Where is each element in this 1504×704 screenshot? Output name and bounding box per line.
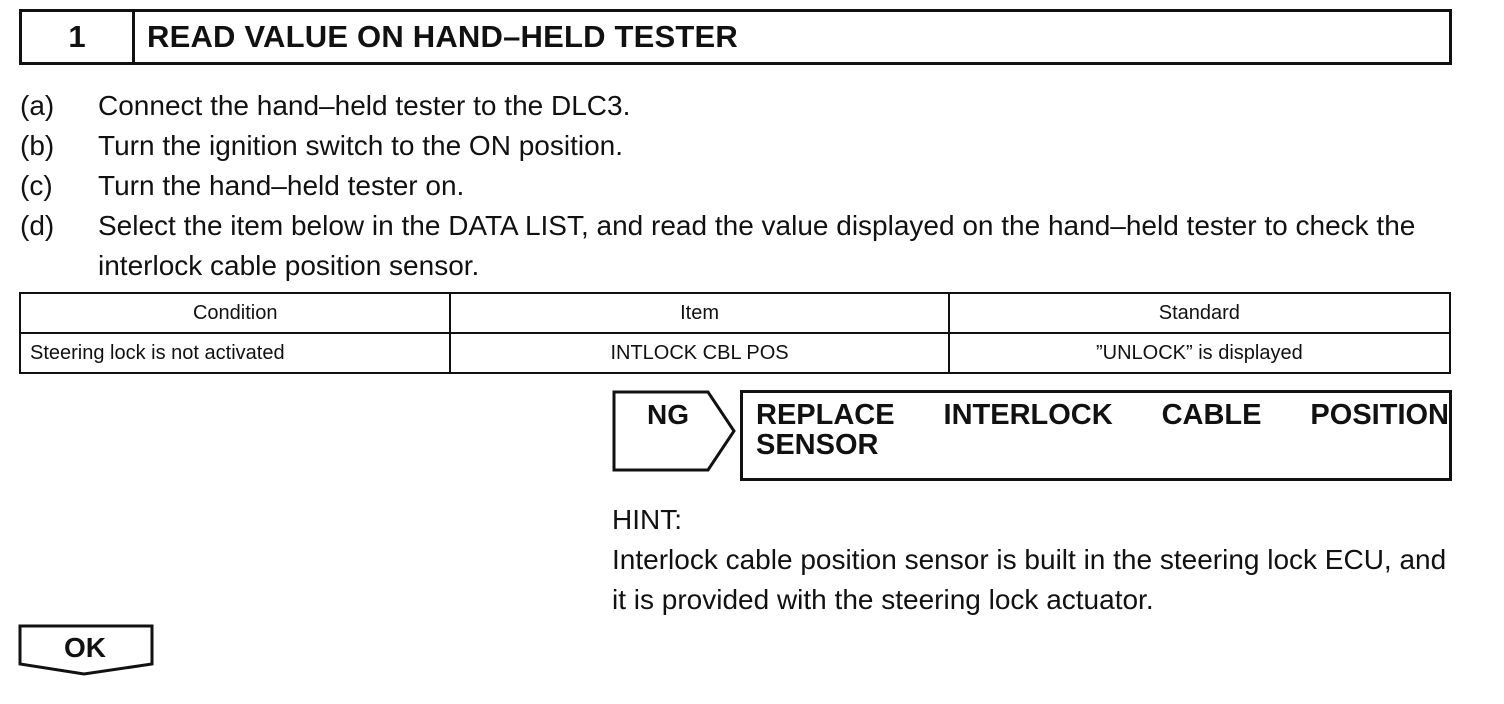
ok-arrow-box — [18, 624, 158, 678]
instruction-list — [20, 86, 1460, 286]
table-row — [20, 333, 1450, 373]
table-header-row — [20, 293, 1450, 333]
ng-action-line2: SENSOR — [756, 429, 879, 461]
step-number: 1 — [22, 12, 135, 62]
instruction-text: Connect the hand–held tester to the DLC3. — [98, 90, 631, 121]
instruction-item — [20, 86, 1460, 126]
cell-condition: Steering lock is not activated — [20, 333, 450, 373]
data-list-table — [19, 292, 1451, 374]
ng-action-box — [740, 390, 1452, 481]
column-header-item: Item — [450, 293, 948, 333]
step-header — [19, 9, 1452, 65]
instruction-text: Turn the hand–held tester on. — [98, 170, 465, 201]
ng-action-line1: REPLACE INTERLOCK CABLE POSITION — [756, 399, 1449, 431]
instruction-item — [20, 126, 1460, 166]
column-header-condition: Condition — [20, 293, 450, 333]
cell-standard: ”UNLOCK” is displayed — [949, 333, 1450, 373]
instruction-item — [20, 206, 1460, 286]
instruction-item — [20, 166, 1460, 206]
instruction-label: (a) — [20, 90, 55, 121]
hint-block — [612, 500, 1462, 620]
instruction-label: (c) — [20, 170, 53, 201]
instruction-label: (b) — [20, 130, 55, 161]
instruction-text: Select the item below in the DATA LIST, and read the value displayed on the hand–held tester to check the interlock cable position sensor. — [98, 210, 1416, 281]
ng-label: NG — [647, 399, 689, 430]
hint-text: Interlock cable position sensor is built in the steering lock ECU, and it is provided with the steering lock actuator. — [612, 544, 1447, 615]
cell-item: INTLOCK CBL POS — [450, 333, 948, 373]
instruction-text: Turn the ignition switch to the ON position. — [98, 130, 623, 161]
step-title: READ VALUE ON HAND–HELD TESTER — [147, 19, 739, 54]
hint-title: HINT: — [612, 504, 682, 535]
ng-arrow-box — [612, 390, 738, 474]
instruction-label: (d) — [20, 210, 55, 241]
ok-label: OK — [64, 632, 106, 663]
column-header-standard: Standard — [949, 293, 1450, 333]
